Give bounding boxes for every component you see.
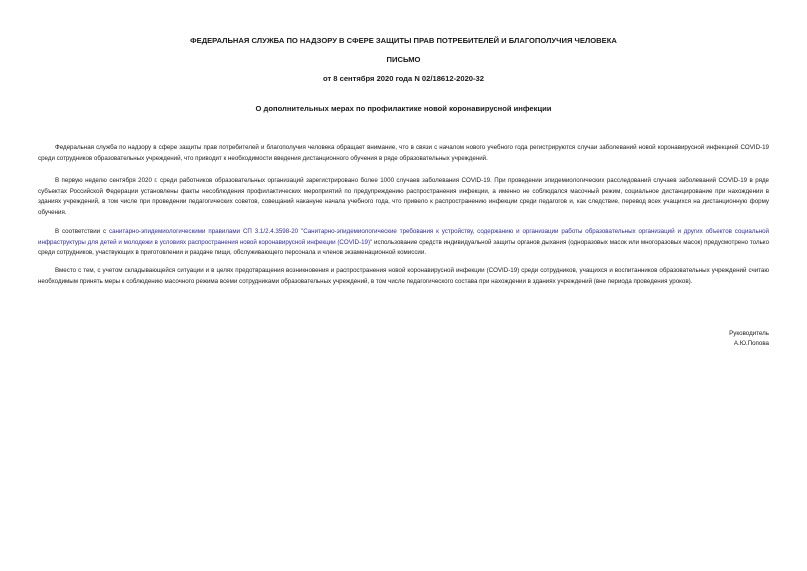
organization-title: ФЕДЕРАЛЬНАЯ СЛУЖБА ПО НАДЗОРУ В СФЕРЕ ЗАЩИТЫ ПРАВ ПОТРЕБИТЕЛЕЙ И БЛАГОПОЛУЧИЯ ЧЕЛОВЕКА (190, 36, 617, 45)
paragraph-intro: Федеральная служба по надзору в сфере защиты прав потребителей и благополучия человека обращает внимание, что в связи с началом нового учебного года регистрируются случаи заболеваний новой коронавирусной инфекцией COVID-19 среди сотрудников образовательных учреждений, что приводит к необходимости введения дистанционного обучения в ряде образовательных учреждений. (38, 144, 769, 162)
signature-role: Руководитель (729, 330, 769, 337)
signature-name: А.Ю.Попова (733, 340, 769, 347)
document-subject: О дополнительных мерах по профилактике новой коронавирусной инфекции (255, 104, 552, 113)
paragraph-regulation-lead: В соответствии с (55, 228, 109, 235)
paragraph-measures: Вместо с тем, с учетом складывающейся ситуации и в целях предотвращения возникновения и распространения новой коронавирусной инфекции (COVID-19) среди сотрудников, учащихся и воспитанников образовательных учреждений считаю необходимым принять меры к соблюдению масочного режима всеми сотрудниками образовательных учреждений, в том числе педагогического состава при нахождении в зданиях учреждений (вне периода проведения уроков). (38, 267, 769, 285)
paragraph-regulation-tail: использование средств индивидуальной защиты органов дыхания (одноразовых масок или многоразовых масок) предусмотрено только среди сотрудников, участвующих в приготовлении и раздаче пищи, обслуживающего персонала и членов экзаменационной комиссии. (38, 238, 770, 257)
paragraph-regulation (38, 227, 769, 259)
document-date-number: от 8 сентября 2020 года N 02/18612-2020-32 (323, 74, 484, 83)
document-type: ПИСЬМО (386, 55, 421, 64)
sanitary-rules-link[interactable]: санитарно-эпидемиологическими правилами СП 3.1/2.4.3598-20 "Санитарно-эпидемиологические требования к устройству, содержанию и организации работы образовательных организаций и других объектов социальной инфраструктуры для детей и молодежи в условиях распространения новой коронавирусной инфекции (COVID-19)" (38, 228, 770, 246)
paragraph-statistics: В первую неделю сентября 2020 г. среди работников образовательных организаций зарегистрировано более 1000 случаев заболевания COVID-19. При проведении эпидемиологических расследований случаев заболеваний COVID-19 в ряде субъектах Российской Федерации установлены факты несоблюдения профилактических мероприятий по предупреждению распространения инфекции, а именно не соблюдался масочный режим, социальное дистанцирование при нахождении в зданиях учреждений, в том числе при проведении педагогических советов, совещаний накануне начала учебного года, что привело к распространению инфекции среди педагогов и, как следствие, перевод всех учащихся на дистанционную форму обучения. (38, 177, 769, 216)
